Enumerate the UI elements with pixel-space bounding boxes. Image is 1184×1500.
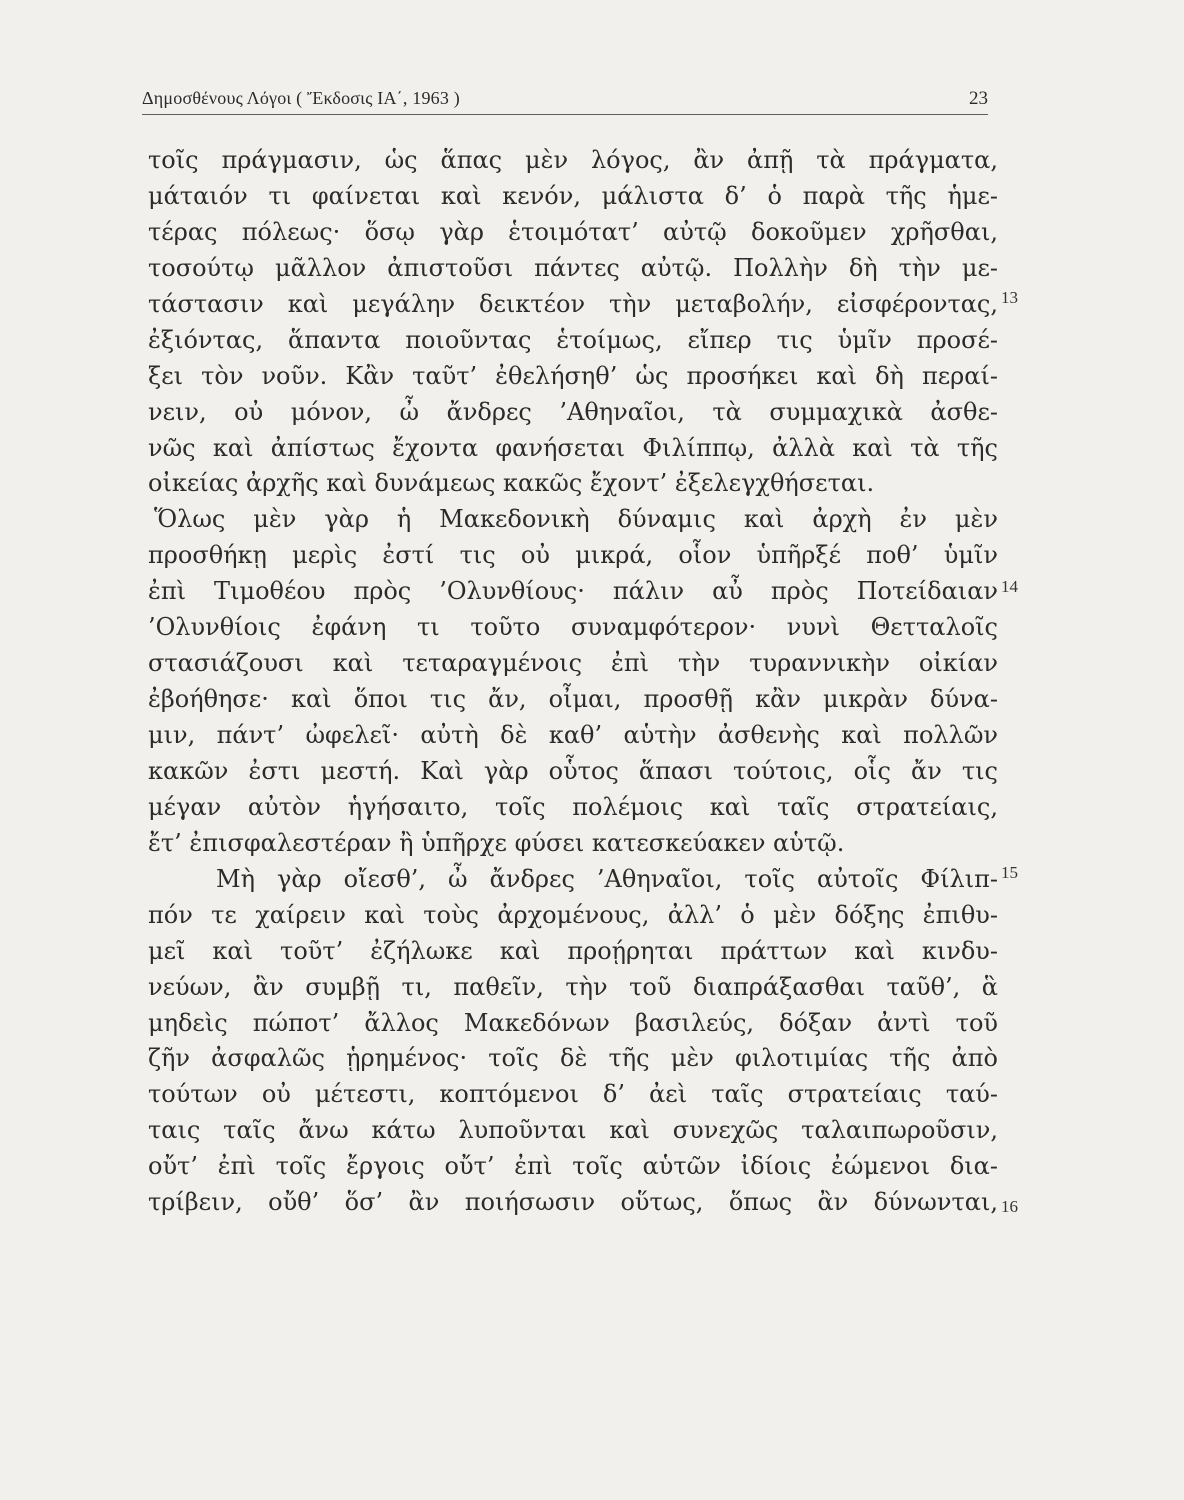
text-line: Μὴ γὰρ οἴεσθ’, ὦ ἄνδρες ’Αθηναῖοι, τοῖς αὐτοῖς Φίλιπ- (216, 864, 998, 893)
text-line: ζῆν ἀσφαλῶς ᾑρημένος· τοῖς δὲ τῆς μὲν φιλοτιμίας τῆς ἀπὸ (148, 1044, 998, 1073)
text-line: ξει τὸν νοῦν. Κἂν ταῦτ’ ἐθελήσηθ’ ὡς προσήκει καὶ δὴ περαί- (148, 361, 998, 390)
text-line: τέρας πόλεως· ὅσῳ γὰρ ἑτοιμότατ’ αὐτῷ δοκοῦμεν χρῆσθαι, (148, 217, 998, 246)
running-head (142, 86, 988, 114)
text-line: οὔτ’ ἐπὶ τοῖς ἔργοις οὔτ’ ἐπὶ τοῖς αὑτῶν ἰδίοις ἐώμενοι δια- (148, 1152, 998, 1181)
text-line: ἐξιόντας, ἅπαντα ποιοῦντας ἑτοίμως, εἴπερ τις ὑμῖν προσέ- (148, 325, 998, 354)
text-line: πόν τε χαίρειν καὶ τοὺς ἀρχομένους, ἀλλ’ ὁ μὲν δόξης ἐπιθυ- (148, 900, 998, 929)
running-title: Δημοσθένους Λόγοι ( Ἔκδοσις ΙΑ΄, 1963 ) (142, 88, 460, 108)
section-number-13: 13 (1001, 288, 1018, 307)
text-line: ἐπὶ Τιμοθέου πρὸς ’Ολυνθίους· πάλιν αὖ πρὸς Ποτείδαιαν (148, 577, 998, 606)
text-line: μεῖ καὶ τοῦτ’ ἐζήλωκε καὶ προῄρηται πράττων καὶ κινδυ- (148, 936, 998, 965)
text-line: νειν, οὐ μόνον, ὦ ἄνδρες ’Αθηναῖοι, τὰ συμμαχικὰ ἀσθε- (148, 397, 998, 426)
section-number-15: 15 (1001, 863, 1018, 882)
text-line: μιν, πάντ’ ὠφελεῖ· αὐτὴ δὲ καθ’ αὑτὴν ἀσθενὴς καὶ πολλῶν (148, 721, 998, 749)
text-line: τάστασιν καὶ μεγάλην δεικτέον τὴν μεταβολήν, εἰσφέροντας, (148, 289, 998, 318)
text-line: στασιάζουσι καὶ τεταραγμένοις ἐπὶ τὴν τυραννικὴν οἰκίαν (148, 649, 998, 678)
section-number-14: 14 (1001, 577, 1018, 596)
section-number-16: 16 (1001, 1197, 1018, 1216)
text-line: τοῖς πράγμασιν, ὡς ἅπας μὲν λόγος, ἂν ἀπῇ τὰ πράγματα, (148, 146, 998, 174)
page-number: 23 (969, 88, 988, 109)
body-text (148, 143, 998, 1221)
text-line: τούτων οὐ μέτεστι, κοπτόμενοι δ’ ἀεὶ ταῖς στρατείαις ταύ- (148, 1080, 998, 1109)
text-line: ’Ολυνθίοις ἐφάνη τι τοῦτο συναμφότερον· νυνὶ Θετταλοῖς (148, 613, 998, 642)
text-line: μέγαν αὐτὸν ἡγήσαιτο, τοῖς πολέμοις καὶ ταῖς στρατείαις, (148, 792, 998, 821)
text-line: τρίβειν, οὔθ’ ὅσ’ ἂν ποιήσωσιν οὕτως, ὅπως ἂν δύνωνται, (148, 1188, 998, 1217)
text-line: τοσούτῳ μᾶλλον ἀπιστοῦσι πάντες αὐτῷ. Πολλὴν δὴ τὴν με- (148, 253, 998, 282)
text-line: ἐβοήθησε· καὶ ὅποι τις ἄν, οἶμαι, προσθῇ κἂν μικρὰν δύνα- (148, 685, 998, 714)
text-line: κακῶν ἐστι μεστή. Καὶ γὰρ οὗτος ἅπασι τούτοις, οἷς ἄν τις (148, 756, 998, 785)
text-line: προσθήκῃ μερὶς ἐστί τις οὐ μικρά, οἷον ὑπῆρξέ ποθ’ ὑμῖν (148, 541, 998, 570)
text-line: ἔτ’ ἐπισφαλεστέραν ἢ ὑπῆρχε φύσει κατεσκεύακεν αὑτῷ. (148, 828, 845, 857)
text-line: μηδεὶς πώποτ’ ἄλλος Μακεδόνων βασιλεύς, δόξαν ἀντὶ τοῦ (148, 1008, 998, 1037)
header-rule (142, 114, 988, 115)
text-line: ταις ταῖς ἄνω κάτω λυποῦνται καὶ συνεχῶς ταλαιπωροῦσιν, (148, 1116, 998, 1145)
text-line: νεύων, ἂν συμβῇ τι, παθεῖν, τὴν τοῦ διαπράξασθαι ταῦθ’, ἃ (148, 972, 998, 1001)
text-line: οἰκείας ἀρχῆς καὶ δυνάμεως κακῶς ἔχοντ’ ἐξελεγχθήσεται. (148, 469, 875, 498)
text-line: Ὅλως μὲν γὰρ ἡ Μακεδονικὴ δύναμις καὶ ἀρχὴ ἐν μὲν (154, 505, 998, 534)
text-line: μάταιόν τι φαίνεται καὶ κενόν, μάλιστα δ’ ὁ παρὰ τῆς ἡμε- (148, 181, 998, 210)
text-line: νῶς καὶ ἀπίστως ἔχοντα φανήσεται Φιλίππῳ, ἀλλὰ καὶ τὰ τῆς (148, 433, 998, 462)
